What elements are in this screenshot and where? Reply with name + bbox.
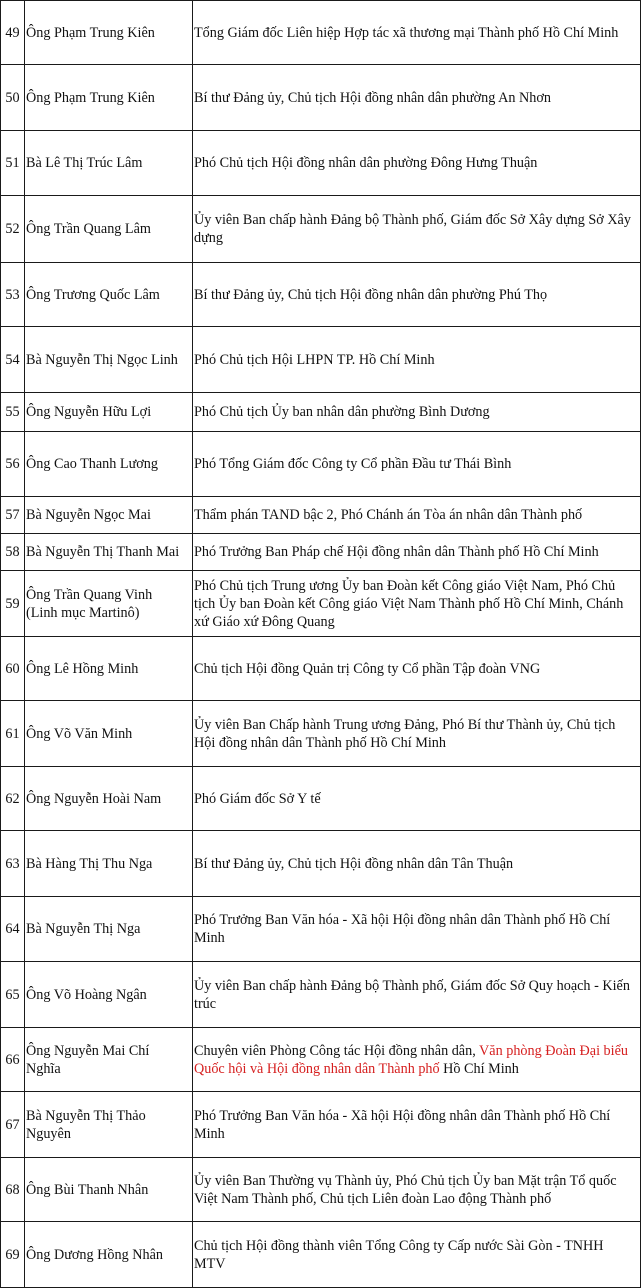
- table-row: [1, 393, 641, 432]
- delegate-name: Ông Nguyễn Mai Chí Nghĩa: [25, 1028, 193, 1092]
- table-row: [1, 1158, 641, 1222]
- row-number: 53: [1, 263, 25, 327]
- delegate-position: Phó Chủ tịch Hội đồng nhân dân phường Đông Hưng Thuận: [193, 131, 641, 196]
- delegate-position: Phó Chủ tịch Ủy ban nhân dân phường Bình Dương: [193, 393, 641, 432]
- delegate-position: Bí thư Đảng ủy, Chủ tịch Hội đồng nhân dân Tân Thuận: [193, 831, 641, 897]
- row-number: 68: [1, 1158, 25, 1222]
- table-row: [1, 1222, 641, 1288]
- delegate-name: Bà Nguyễn Thị Nga: [25, 897, 193, 962]
- row-number: 67: [1, 1092, 25, 1158]
- delegate-position: Thẩm phán TAND bậc 2, Phó Chánh án Tòa án nhân dân Thành phố: [193, 497, 641, 534]
- table-row: [1, 767, 641, 831]
- delegate-name: Ông Lê Hồng Minh: [25, 637, 193, 701]
- delegate-name: Bà Nguyễn Thị Thanh Mai: [25, 534, 193, 571]
- row-number: 69: [1, 1222, 25, 1288]
- delegate-position: Bí thư Đảng ủy, Chủ tịch Hội đồng nhân dân phường Phú Thọ: [193, 263, 641, 327]
- delegate-position: Chủ tịch Hội đồng Quản trị Công ty Cổ phần Tập đoàn VNG: [193, 637, 641, 701]
- delegate-name: Ông Trần Quang Lâm: [25, 196, 193, 263]
- row-number: 60: [1, 637, 25, 701]
- table-row: [1, 571, 641, 637]
- row-number: 66: [1, 1028, 25, 1092]
- table-row: [1, 131, 641, 196]
- row-number: 65: [1, 962, 25, 1028]
- delegate-name: Ông Trần Quang Vinh (Linh mục Martinô): [25, 571, 193, 637]
- position-text: Chuyên viên Phòng Công tác Hội đồng nhân dân,: [194, 1042, 480, 1059]
- highlighted-text: Văn phòng Đoàn Đại biểu Quốc hội và Hội đồng nhân dân Thành phố: [194, 1042, 628, 1077]
- row-number: 49: [1, 1, 25, 65]
- row-number: 52: [1, 196, 25, 263]
- delegate-name: Ông Cao Thanh Lương: [25, 432, 193, 497]
- delegate-position: Phó Chủ tịch Trung ương Ủy ban Đoàn kết Công giáo Việt Nam, Phó Chủ tịch Ủy ban Đoàn kết Công giáo Việt Nam Thành phố Hồ Chí Minh, Chánh xứ Giáo xứ Đông Quang: [193, 571, 641, 637]
- table-row: [1, 897, 641, 962]
- delegate-position: [193, 1028, 641, 1092]
- row-number: 55: [1, 393, 25, 432]
- delegate-position: Tổng Giám đốc Liên hiệp Hợp tác xã thương mại Thành phố Hồ Chí Minh: [193, 1, 641, 65]
- delegate-position: Ủy viên Ban chấp hành Đảng bộ Thành phố, Giám đốc Sở Quy hoạch - Kiến trúc: [193, 962, 641, 1028]
- row-number: 62: [1, 767, 25, 831]
- delegate-name: Bà Hàng Thị Thu Nga: [25, 831, 193, 897]
- row-number: 56: [1, 432, 25, 497]
- delegate-name: Bà Nguyễn Ngọc Mai: [25, 497, 193, 534]
- delegate-name: Ông Nguyễn Hoài Nam: [25, 767, 193, 831]
- delegate-name: Ông Bùi Thanh Nhân: [25, 1158, 193, 1222]
- row-number: 59: [1, 571, 25, 637]
- row-number: 61: [1, 701, 25, 767]
- delegate-position: Ủy viên Ban Thường vụ Thành ủy, Phó Chủ tịch Ủy ban Mặt trận Tổ quốc Việt Nam Thành phố, Chủ tịch Liên đoàn Lao động Thành phố: [193, 1158, 641, 1222]
- delegate-name: Ông Dương Hồng Nhân: [25, 1222, 193, 1288]
- table-row: [1, 263, 641, 327]
- table-row: [1, 1, 641, 65]
- table-row: [1, 196, 641, 263]
- row-number: 58: [1, 534, 25, 571]
- delegate-name: Ông Võ Hoàng Ngân: [25, 962, 193, 1028]
- delegate-position: Ủy viên Ban Chấp hành Trung ương Đảng, Phó Bí thư Thành ủy, Chủ tịch Hội đồng nhân dân Thành phố Hồ Chí Minh: [193, 701, 641, 767]
- row-number: 50: [1, 65, 25, 131]
- table-row: [1, 65, 641, 131]
- delegate-position: Phó Trưởng Ban Văn hóa - Xã hội Hội đồng nhân dân Thành phố Hồ Chí Minh: [193, 1092, 641, 1158]
- table-row: [1, 831, 641, 897]
- delegate-name: Bà Lê Thị Trúc Lâm: [25, 131, 193, 196]
- position-text: Hồ Chí Minh: [439, 1060, 519, 1077]
- delegate-position: Bí thư Đảng ủy, Chủ tịch Hội đồng nhân dân phường An Nhơn: [193, 65, 641, 131]
- table-row: [1, 327, 641, 393]
- row-number: 54: [1, 327, 25, 393]
- row-number: 51: [1, 131, 25, 196]
- row-number: 64: [1, 897, 25, 962]
- delegate-position: Phó Giám đốc Sở Y tế: [193, 767, 641, 831]
- delegate-position: Ủy viên Ban chấp hành Đảng bộ Thành phố, Giám đốc Sở Xây dựng Sở Xây dựng: [193, 196, 641, 263]
- table-row: [1, 432, 641, 497]
- row-number: 63: [1, 831, 25, 897]
- table-row: [1, 962, 641, 1028]
- table-row: [1, 637, 641, 701]
- delegate-name: Ông Trương Quốc Lâm: [25, 263, 193, 327]
- table-row: [1, 1028, 641, 1092]
- table-row: [1, 701, 641, 767]
- delegate-name: Ông Nguyễn Hữu Lợi: [25, 393, 193, 432]
- delegate-position: Chủ tịch Hội đồng thành viên Tổng Công ty Cấp nước Sài Gòn - TNHH MTV: [193, 1222, 641, 1288]
- delegate-name: Ông Võ Văn Minh: [25, 701, 193, 767]
- row-number: 57: [1, 497, 25, 534]
- delegate-name: Bà Nguyễn Thị Thảo Nguyên: [25, 1092, 193, 1158]
- delegate-position: Phó Trưởng Ban Văn hóa - Xã hội Hội đồng nhân dân Thành phố Hồ Chí Minh: [193, 897, 641, 962]
- table-row: [1, 497, 641, 534]
- table-row: [1, 1092, 641, 1158]
- table-row: [1, 534, 641, 571]
- delegate-position: Phó Trưởng Ban Pháp chế Hội đồng nhân dân Thành phố Hồ Chí Minh: [193, 534, 641, 571]
- delegate-name: Ông Phạm Trung Kiên: [25, 1, 193, 65]
- delegate-name: Ông Phạm Trung Kiên: [25, 65, 193, 131]
- delegate-position: Phó Chủ tịch Hội LHPN TP. Hồ Chí Minh: [193, 327, 641, 393]
- delegate-position: Phó Tổng Giám đốc Công ty Cổ phần Đầu tư Thái Bình: [193, 432, 641, 497]
- delegate-name: Bà Nguyễn Thị Ngọc Linh: [25, 327, 193, 393]
